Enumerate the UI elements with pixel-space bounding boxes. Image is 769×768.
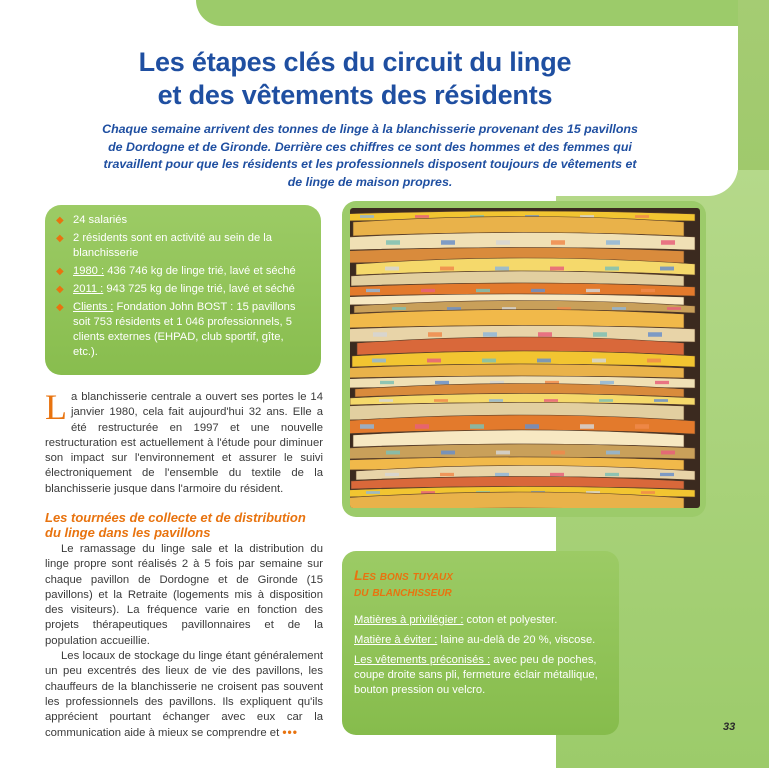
- towel-stripe: [483, 332, 497, 337]
- tip-item: [354, 653, 607, 698]
- towel-stripe: [366, 491, 380, 494]
- stat-text: 943 725 kg de linge trié, lavé et séché: [103, 283, 295, 295]
- towel-stripe: [447, 307, 461, 310]
- towel-stripe: [641, 491, 655, 494]
- article-paragraph-2: Le ramassage du linge sale et la distribution du linge propre sont réalisés 2 à 5 fois par semaine sur chaque pavillon de Dordogne et de Gironde (15 pavillons) et la Retraite (logements mis à disposition des visiteurs). La fréquence varie en fonction des projets thérapeutiques pavillonnaires et de la population accueillie.: [45, 543, 323, 647]
- towel-stripe: [537, 359, 551, 363]
- stat-text: 2 résidents sont en activité au sein de la blanchisserie: [73, 232, 273, 259]
- stat-label: Clients :: [73, 301, 114, 313]
- towel-stripe: [660, 267, 674, 271]
- towel-stripe: [648, 332, 662, 337]
- towel-stripe: [605, 267, 619, 271]
- towel-stripe: [495, 473, 509, 476]
- stat-item: [55, 282, 309, 297]
- article-paragraph-3-text: Les locaux de stockage du linge étant généralement un peu excentrés des lieux de vie des pavillons, les chauffeurs de la blanchisserie ne croisent pas souvent les professionnels des pavillons. Ils expliquent qu'ils apprécient pourtant échanger avec eux car la communication aide à mieux se comprendre et: [45, 650, 323, 740]
- towel-stripe: [667, 307, 681, 310]
- stat-item: [55, 231, 309, 261]
- towel-stripe: [661, 451, 675, 455]
- tip-label: Matières à privilégier :: [354, 614, 464, 626]
- towel-stripe: [496, 240, 510, 245]
- tip-text: coton et polyester.: [463, 614, 558, 626]
- towel-stripe: [592, 359, 606, 363]
- towels-photo: [350, 208, 700, 508]
- diamond-bullet-icon: ◆: [56, 233, 64, 244]
- towel-stripe: [427, 359, 441, 363]
- towel-stripe: [435, 381, 449, 384]
- towel-stripe: [635, 424, 649, 429]
- towel-stripe: [654, 399, 668, 402]
- tip-item: [354, 633, 607, 648]
- towel-stripe: [550, 267, 564, 271]
- intro-paragraph: Chaque semaine arrivent des tonnes de linge à la blanchisserie provenant des 15 pavillons de Dordogne et de Gironde. Derrière ces chiffres ce sont des hommes et des femmes qui travaillent pour que les résidents et les professionnels disposent toujours de vêtements et de linge de maison propres.: [102, 122, 638, 189]
- towel-stripe: [421, 289, 435, 292]
- towel-stripe: [496, 451, 510, 455]
- tip-text: laine au-delà de 20 %, viscose.: [437, 634, 596, 646]
- stat-text: 24 salariés: [73, 214, 128, 226]
- tip-label: Les vêtements préconisés :: [354, 654, 491, 666]
- section-subheading: [45, 510, 325, 540]
- tips-title: [354, 567, 607, 599]
- towel-stripe: [495, 267, 509, 271]
- towel-stripe: [440, 267, 454, 271]
- towel-stripe: [551, 240, 565, 245]
- stat-text: Fondation John BOST : 15 pavillons soit 753 résidents et 1 046 professionnels, 5 clients externes (EHPAD, club sportif, gîte, etc.).: [73, 301, 296, 358]
- towel-stripe: [360, 215, 374, 218]
- stat-item: [55, 300, 309, 360]
- towel-stripe: [641, 289, 655, 292]
- stat-item: [55, 213, 309, 228]
- page-title: [30, 46, 680, 112]
- towel-stripe: [612, 307, 626, 310]
- diamond-bullet-icon: ◆: [56, 215, 64, 226]
- towel-stripe: [366, 289, 380, 292]
- stat-label: 2011 :: [73, 283, 104, 295]
- towel-stripe: [531, 289, 545, 292]
- towel-stripe: [373, 332, 387, 337]
- towel-stripe: [386, 240, 400, 245]
- towel-stripe: [379, 399, 393, 402]
- towel-stripe: [380, 381, 394, 384]
- title-line-1: Les étapes clés du circuit du linge: [138, 47, 572, 77]
- drop-cap: L: [45, 387, 67, 427]
- towel-stripe: [538, 332, 552, 337]
- stat-text: 436 746 kg de linge trié, lavé et séché: [104, 265, 296, 277]
- towel-stripe: [385, 473, 399, 476]
- towel-stripe: [655, 381, 669, 384]
- stats-list: [55, 213, 309, 360]
- tip-text: avec peu de poches, coupe droite sans pli, fermeture éclair métallique, bouton pression ou velcro.: [354, 654, 598, 696]
- towel-stripe: [551, 451, 565, 455]
- tip-item: [354, 613, 607, 628]
- towel-stripe: [600, 381, 614, 384]
- towel-stripe: [441, 240, 455, 245]
- towel-stripe: [385, 267, 399, 271]
- tip-label: Matière à éviter :: [354, 634, 438, 646]
- towel-stripe: [489, 399, 503, 402]
- towel-stripe: [482, 359, 496, 363]
- towel-stripe: [470, 424, 484, 429]
- title-line-2: et des vêtements des résidents: [157, 80, 553, 110]
- towel-stripe: [360, 424, 374, 429]
- towel-stripe: [386, 451, 400, 455]
- subheading-line-2: du linge dans les pavillons: [45, 525, 211, 540]
- diamond-bullet-icon: ◆: [56, 266, 64, 277]
- towel-stripe: [434, 399, 448, 402]
- towel-stripe: [605, 473, 619, 476]
- continuation-dots-icon: •••: [282, 725, 298, 740]
- towel-stripe: [440, 473, 454, 476]
- top-green-band: [196, 0, 769, 26]
- towel-stripe: [392, 307, 406, 310]
- tips-title-line-1: Les bons tuyaux: [354, 567, 453, 583]
- towel-stripe: [660, 473, 674, 476]
- towel-stripe: [647, 359, 661, 363]
- towel-stripe: [593, 332, 607, 337]
- towel-stripe: [661, 240, 675, 245]
- towel-stripe: [428, 332, 442, 337]
- towel-stripe: [476, 289, 490, 292]
- article-paragraph-1-text: a blanchisserie centrale a ouvert ses portes le 14 janvier 1980, cela fait aujourd'hui 32 ans. Elle a été restructurée en 1997 et une nouvelle restructuration est actuellement à l'étude pour diminuer son impact sur l'environnement et assurer le suivi électroniquement de l'ensemble du textile de la blanchisserie jusque dans l'armoire du résident.: [45, 391, 323, 495]
- towel-stripe: [544, 399, 558, 402]
- stacked-towels-image: [350, 208, 700, 508]
- stats-box: [45, 205, 321, 375]
- article-paragraph-3: [45, 649, 323, 742]
- stat-item: [55, 264, 309, 279]
- towel-stripe: [372, 359, 386, 363]
- article-paragraph-1: [45, 387, 323, 497]
- towel-stripe: [635, 215, 649, 218]
- stat-label: 1980 :: [73, 265, 105, 277]
- subheading-line-1: Les tournées de collecte et de distribution: [45, 510, 306, 525]
- diamond-bullet-icon: ◆: [56, 302, 64, 313]
- tips-title-line-2: du blanchisseur: [354, 583, 452, 599]
- towel-stripe: [580, 424, 594, 429]
- towel-stripe: [415, 215, 429, 218]
- towel-stripe: [606, 451, 620, 455]
- page-number: 33: [723, 721, 736, 733]
- towel-stripe: [441, 451, 455, 455]
- towel-stripe: [606, 240, 620, 245]
- towel-stripe: [550, 473, 564, 476]
- towel-stripe: [525, 424, 539, 429]
- diamond-bullet-icon: ◆: [56, 284, 64, 295]
- tips-box: [342, 551, 619, 735]
- towel-stripe: [586, 289, 600, 292]
- towel-stripe: [415, 424, 429, 429]
- towel-stripe: [599, 399, 613, 402]
